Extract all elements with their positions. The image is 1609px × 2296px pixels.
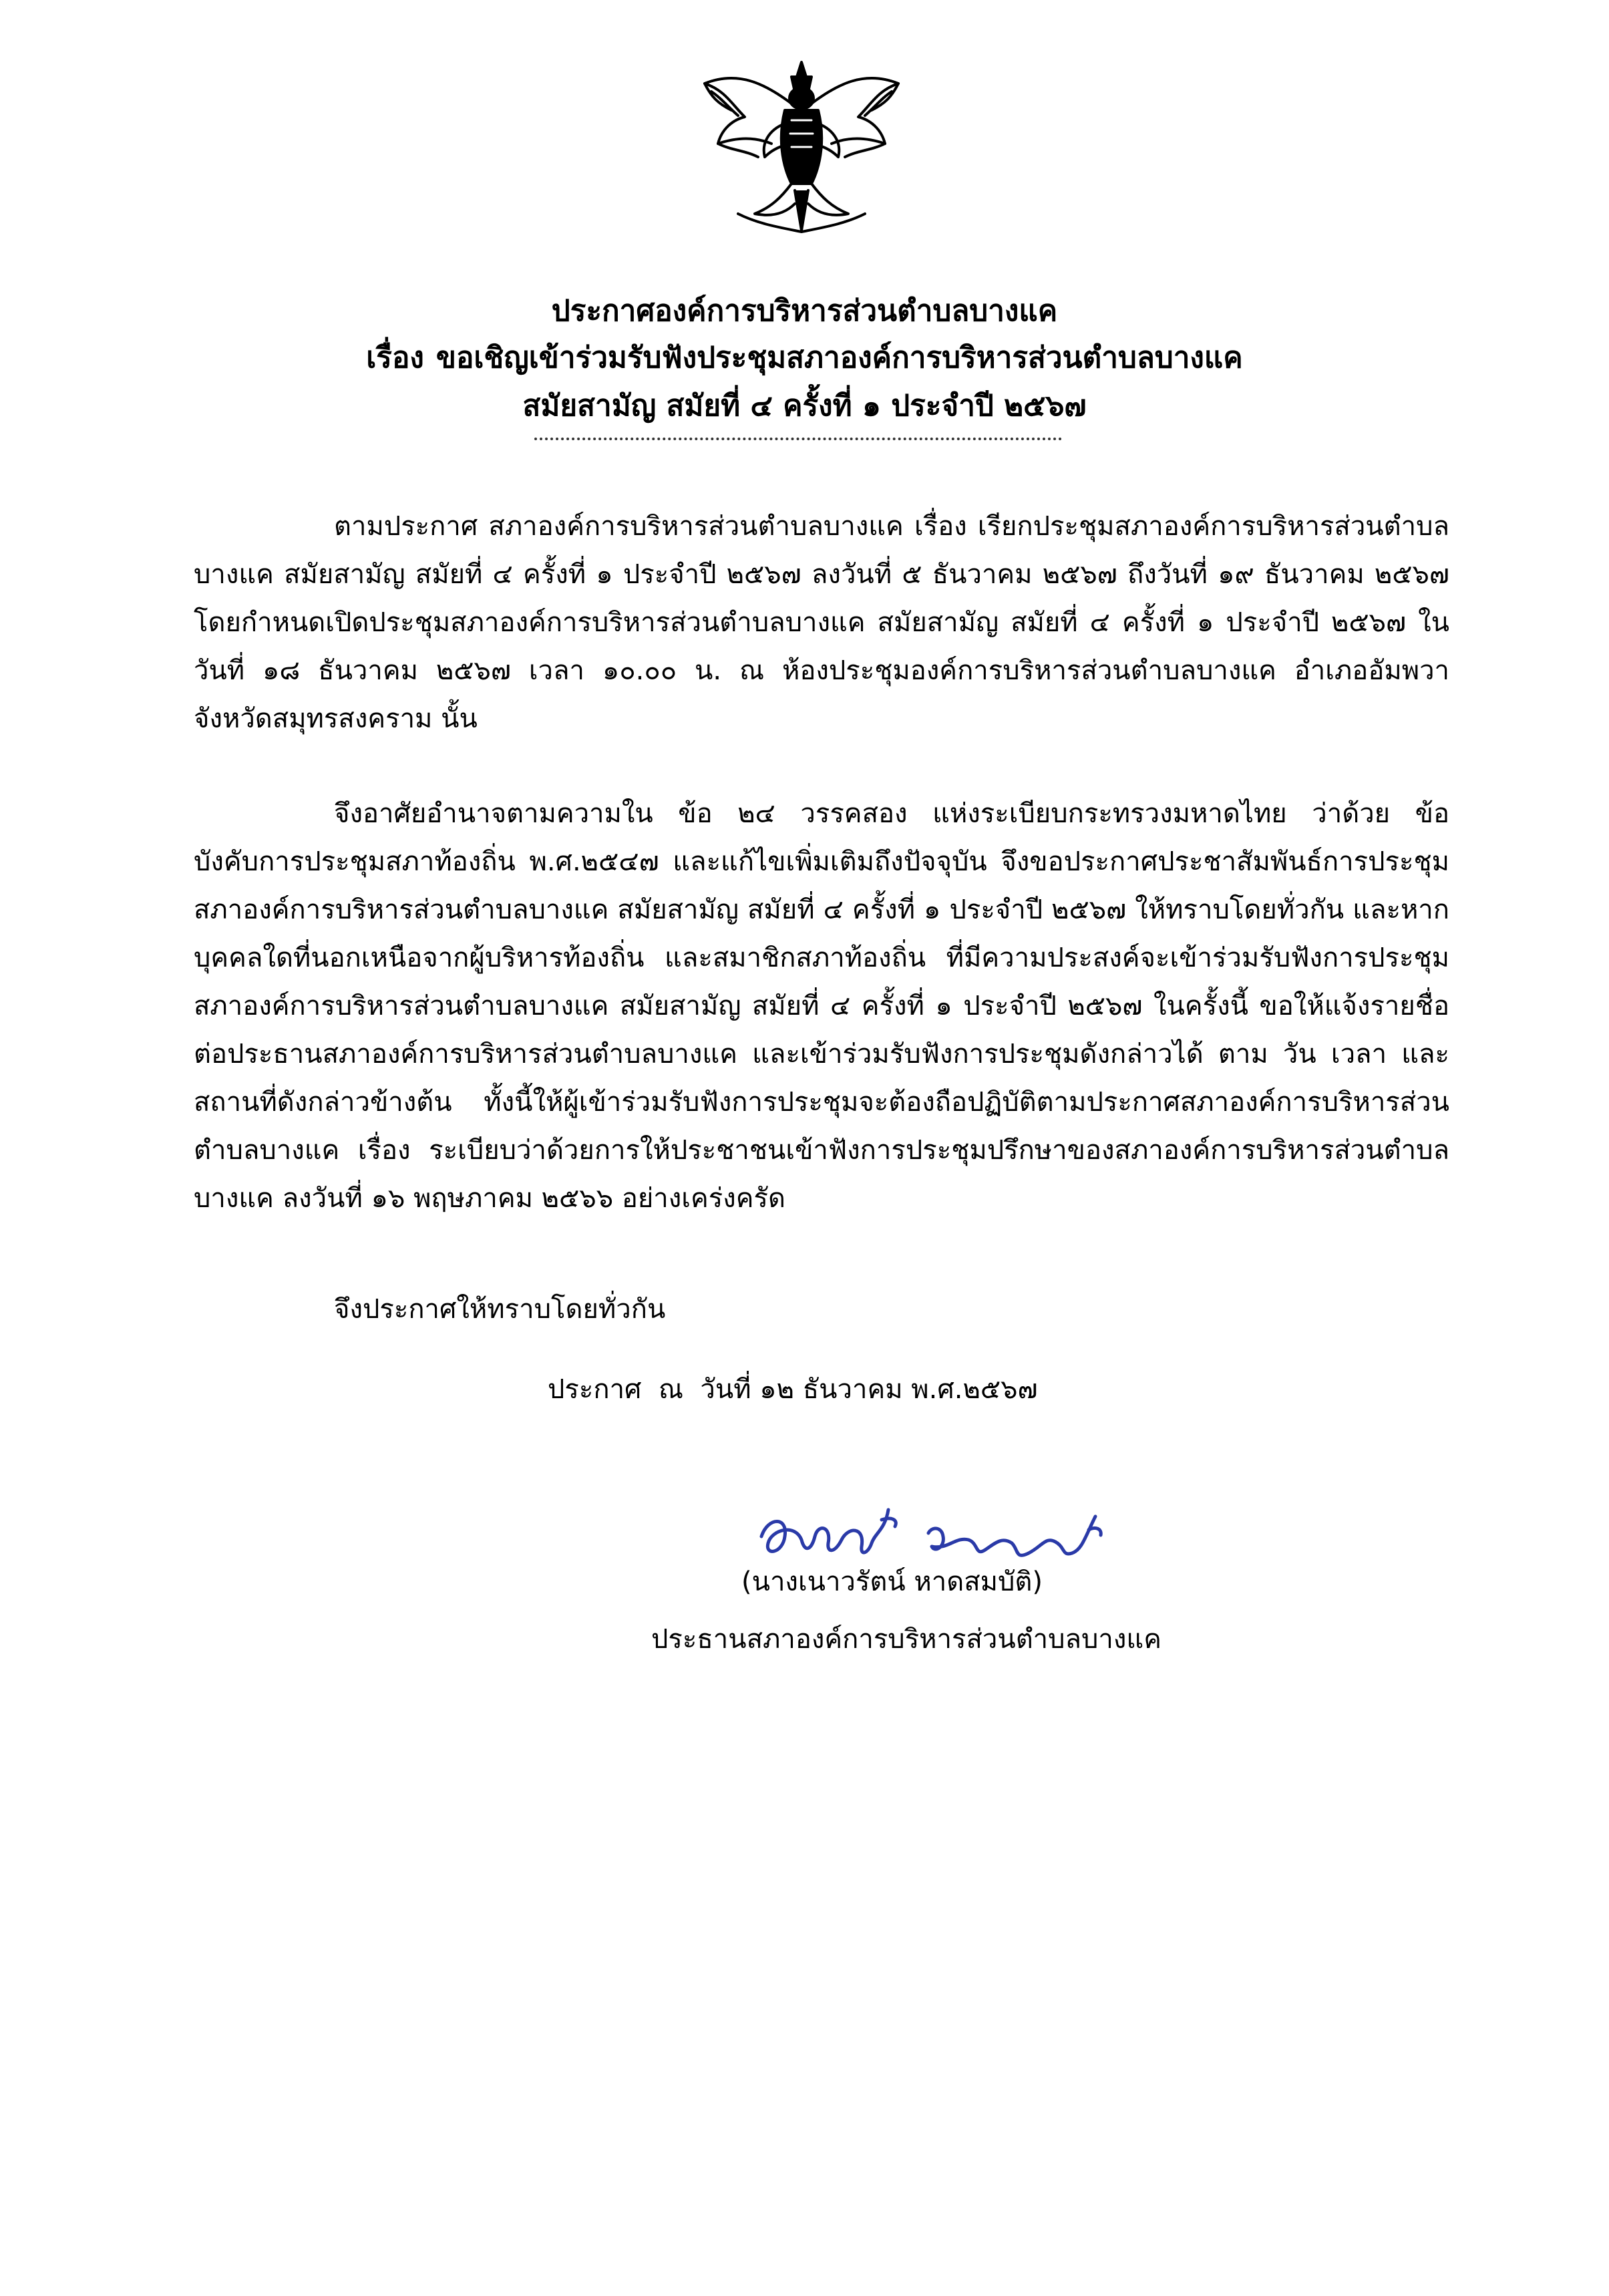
announcement-subject: [0, 334, 1609, 381]
subject-text: ขอเชิญเข้าร่วมรับฟังประชุมสภาองค์การบริหารส่วนตำบลบางแค: [435, 341, 1243, 375]
announcement-date: ประกาศ ณ วันที่ ๑๒ ธันวาคม พ.ศ.๒๕๖๗: [548, 1374, 1038, 1405]
signatory-position: ประธานสภาองค์การบริหารส่วนตำบลบางแค: [651, 1624, 1161, 1655]
body-paragraph-2: จึงอาศัยอำนาจตามความใน ข้อ ๒๔ วรรคสอง แห่งระเบียบกระทรวงมหาดไทย ว่าด้วย ข้อบังคับการประชุมสภาท้องถิ่น พ.ศ.๒๕๔๗ และแก้ไขเพิ่มเติมถึงปัจจุบัน จึงขอประกาศประชาสัมพันธ์การประชุมสภาองค์การบริหารส่วนตำบลบางแค สมัยสามัญ สมัยที่ ๔ ครั้งที่ ๑ ประจำปี ๒๕๖๗ ให้ทราบโดยทั่วกัน และหากบุคคลใดที่นอกเหนือจากผู้บริหารท้องถิ่น และสมาชิกสภาท้องถิ่น ที่มีความประสงค์จะเข้าร่วมรับฟังการประชุมสภาองค์การบริหารส่วนตำบลบางแค สมัยสามัญ สมัยที่ ๔ ครั้งที่ ๑ ประจำปี ๒๕๖๗ ในครั้งนี้ ขอให้แจ้งรายชื่อต่อประธานสภาองค์การบริหารส่วนตำบลบางแค และเข้าร่วมรับฟังการประชุมดังกล่าวได้ ตาม วัน เวลา และสถานที่ดังกล่าวข้างต้น ทั้งนี้ให้ผู้เข้าร่วมรับฟังการประชุมจะต้องถือปฏิบัติตามประกาศสภาองค์การบริหารส่วนตำบลบางแค เรื่อง ระเบียบว่าด้วยการให้ประชาชนเข้าฟังการประชุมปรึกษาของสภาองค์การบริหารส่วนตำบลบางแค ลงวันที่ ๑๖ พฤษภาคม ๒๕๖๖ อย่างเคร่งครัด: [194, 798, 1449, 1214]
signatory-name: (นางเนาวรัตน์ หาดสมบัติ): [741, 1567, 1043, 1597]
header-divider: [534, 438, 1062, 440]
announcement-session: สมัยสามัญ สมัยที่ ๔ ครั้งที่ ๑ ประจำปี ๒๕๖๗: [522, 389, 1087, 423]
closing-statement: จึงประกาศให้ทราบโดยทั่วกัน: [334, 1294, 666, 1325]
garuda-emblem-icon: [691, 57, 912, 237]
announcement-title: ประกาศองค์การบริหารส่วนตำบลบางแค: [551, 294, 1058, 328]
body-paragraph-1: ตามประกาศ สภาองค์การบริหารส่วนตำบลบางแค เรื่อง เรียกประชุมสภาองค์การบริหารส่วนตำบลบางแค สมัยสามัญ สมัยที่ ๔ ครั้งที่ ๑ ประจำปี ๒๕๖๗ ลงวันที่ ๕ ธันวาคม ๒๕๖๗ ถึงวันที่ ๑๙ ธันวาคม ๒๕๖๗ โดยกำหนดเปิดประชุมสภาองค์การบริหารส่วนตำบลบางแค สมัยสามัญ สมัยที่ ๔ ครั้งที่ ๑ ประจำปี ๒๕๖๗ ในวันที่ ๑๘ ธันวาคม ๒๕๖๗ เวลา ๑๐.๐๐ น. ณ ห้องประชุมองค์การบริหารส่วนตำบลบางแค อำเภออัมพวา จังหวัดสมุทรสงคราม นั้น: [194, 511, 1449, 734]
subject-label: เรื่อง: [366, 341, 424, 375]
